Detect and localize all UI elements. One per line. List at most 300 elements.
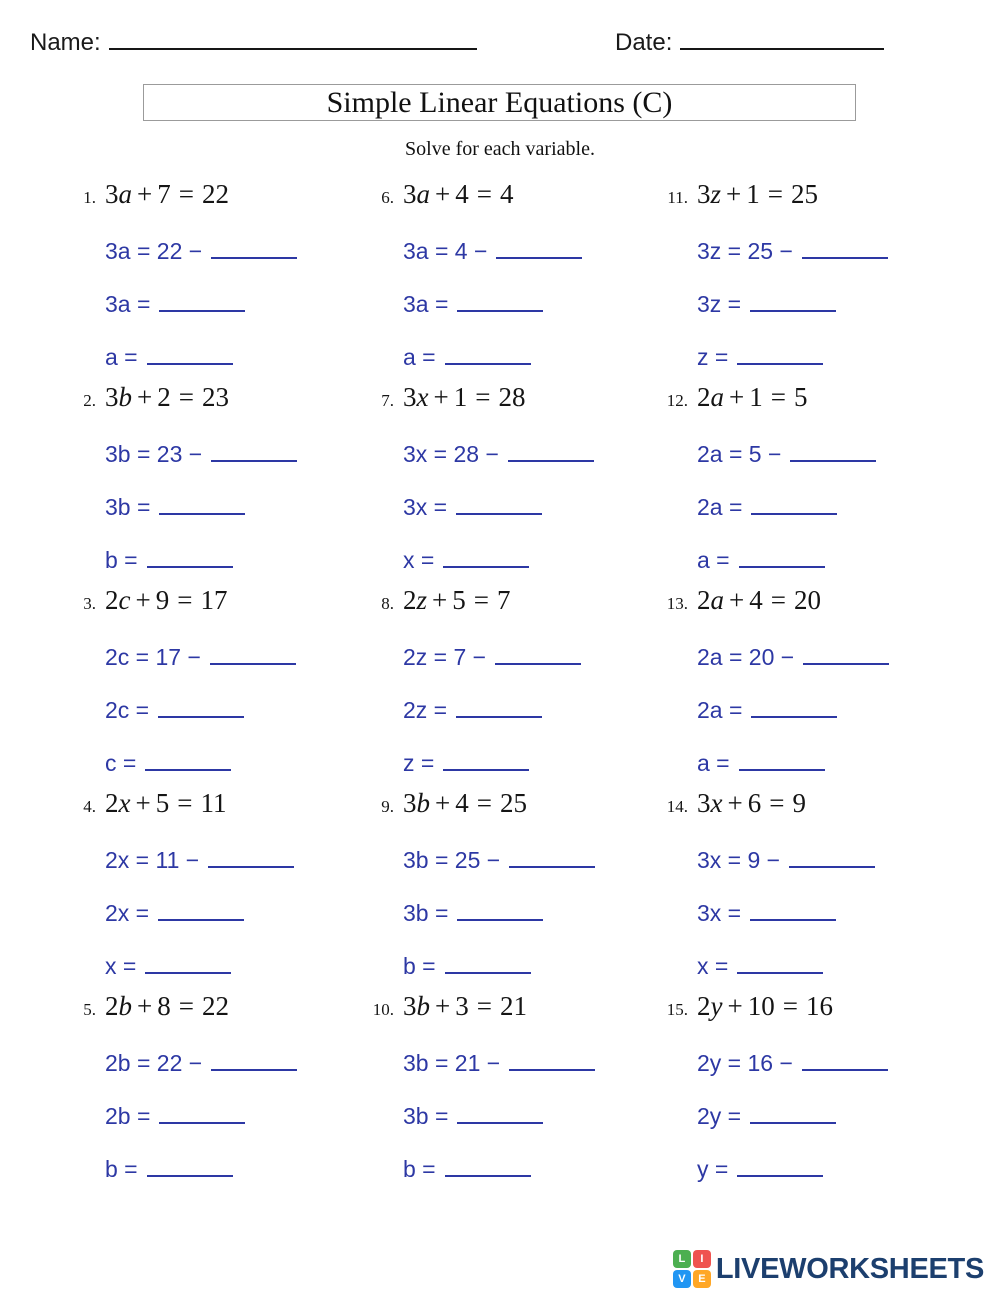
solution-step-2 [403,493,662,521]
equals-sign: = [178,991,194,1021]
equation-addend: 8 [157,991,171,1021]
equation-result: 28 [498,382,526,412]
problem-block [362,379,662,582]
solution-step-1 [697,846,956,874]
step-text: 2c = [105,697,150,723]
solution-step-1 [403,440,662,468]
answer-blank[interactable] [211,1049,297,1071]
equation-result: 16 [805,991,833,1021]
problem-number: 14. [666,797,688,816]
step-text: 3b = [403,900,449,926]
step-text: a = [697,750,730,776]
solution-step-2 [403,290,662,318]
solution-step-1 [403,643,662,671]
answer-blank[interactable] [445,1155,531,1177]
equation-variable: b [118,991,132,1021]
equation-line [656,785,956,821]
answer-blank[interactable] [457,1102,543,1124]
problem-block [656,176,956,379]
equation-coefficient: 2 [697,382,711,412]
answer-blank[interactable] [789,846,875,868]
solution-step-3 [403,343,662,371]
instruction-text: Solve for each variable. [405,138,595,160]
equation-line [64,582,364,618]
plus-sign: + [432,585,448,615]
logo-square-e: E [693,1270,711,1288]
step-text: 3a = [105,291,151,317]
equation [105,382,229,412]
equation [403,991,527,1021]
name-blank[interactable] [109,28,477,50]
solution-step-2 [105,1102,364,1130]
solution-step-1 [105,643,364,671]
equation-line [362,582,662,618]
equation-coefficient: 3 [697,179,711,209]
equation-result: 17 [200,585,228,615]
equation-addend: 5 [155,788,170,818]
problem-number: 7. [381,391,394,410]
equation-coefficient: 3 [403,382,417,412]
equation-line [656,176,956,212]
problem-number: 6. [381,188,394,207]
solution-step-3 [105,343,364,371]
liveworksheets-wordmark: LIVEWORKSHEETS [715,1252,984,1285]
equation-coefficient: 2 [105,991,119,1021]
answer-blank[interactable] [210,643,296,665]
equation-result: 5 [793,382,808,412]
solution-step-1 [697,643,956,671]
date-label: Date: [615,29,673,56]
equals-sign: = [473,585,489,615]
equation-variable: x [710,788,723,818]
equation-variable: a [118,179,132,209]
equation [403,585,510,615]
answer-blank[interactable] [751,696,837,718]
equation-addend: 2 [157,382,171,412]
step-text: 3x = 28 − [403,441,499,467]
step-text: 3a = 22 − [105,238,203,264]
equation-line [64,988,364,1024]
step-text: 2y = [697,1103,742,1129]
solution-step-3 [403,546,662,574]
equals-sign: = [177,585,193,615]
step-text: x = [697,953,729,979]
worksheet-title-box [143,84,856,121]
equation-line [64,785,364,821]
problem-block [64,379,364,582]
equation-result: 4 [499,179,514,209]
solution-step-3 [697,1155,956,1183]
answer-blank[interactable] [737,343,823,365]
solution-step-2 [697,290,956,318]
solution-step-1 [403,846,662,874]
problem-number: 8. [381,594,394,613]
plus-sign: + [727,788,743,818]
answer-blank[interactable] [739,749,825,771]
answer-blank[interactable] [159,493,245,515]
step-text: 3b = 23 − [105,441,203,467]
plus-sign: + [729,382,745,412]
solution-step-2 [403,1102,662,1130]
plus-sign: + [137,179,153,209]
equation-addend: 3 [455,991,469,1021]
equation [697,382,807,412]
equation [403,382,525,412]
equation-addend: 1 [746,179,760,209]
solution-step-2 [697,493,956,521]
equation-line [656,379,956,415]
solution-step-2 [403,696,662,724]
problem-block [64,785,364,988]
answer-blank[interactable] [211,237,297,259]
equation-coefficient: 3 [403,179,417,209]
answer-blank[interactable] [211,440,297,462]
equation-line [362,785,662,821]
equation-coefficient: 3 [105,179,119,209]
equation-line [362,379,662,415]
problem-block [656,379,956,582]
equation-line [362,176,662,212]
problem-number: 10. [372,1000,394,1019]
answer-blank[interactable] [737,1155,823,1177]
equation [697,585,821,615]
equation-variable: z [710,179,722,209]
step-text: 3b = [403,1103,449,1129]
equation-result: 20 [793,585,821,615]
problem-block [362,988,662,1191]
answer-blank[interactable] [509,1049,595,1071]
plus-sign: + [727,991,743,1021]
step-text: 3a = [403,291,449,317]
step-text: 2x = [105,900,150,926]
equation-addend: 4 [749,585,763,615]
solution-step-3 [697,952,956,980]
answer-blank[interactable] [802,1049,888,1071]
solution-step-2 [105,290,364,318]
answer-blank[interactable] [496,237,582,259]
solution-step-3 [105,749,364,777]
equation-variable: a [710,382,724,412]
step-text: 2y = 16 − [697,1050,793,1076]
equation-coefficient: 2 [697,585,711,615]
equation-coefficient: 2 [105,788,119,818]
solution-step-1 [697,237,956,265]
equation-result: 25 [499,788,527,818]
equation-result: 7 [496,585,511,615]
problem-number: 12. [666,391,688,410]
problems-column-2 [362,176,662,1191]
solution-step-1 [697,1049,956,1077]
equation-result: 25 [790,179,818,209]
problem-number: 5. [83,1000,96,1019]
equation-addend: 5 [452,585,466,615]
problem-block [64,582,364,785]
problem-number: 9. [381,797,394,816]
equation [105,788,226,818]
solution-step-2 [105,899,364,927]
date-blank[interactable] [680,28,884,50]
equation-addend: 1 [453,382,468,412]
logo-square-i: I [693,1250,711,1268]
answer-blank[interactable] [495,643,581,665]
equation-result: 21 [499,991,527,1021]
step-text: z = [697,344,729,370]
step-text: b = [403,1156,436,1182]
step-text: x = [403,547,435,573]
equation [697,179,818,209]
equation-addend: 1 [749,382,763,412]
plus-sign: + [137,382,153,412]
problem-block [362,582,662,785]
problems-column-1 [64,176,364,1191]
answer-blank[interactable] [147,1155,233,1177]
answer-blank[interactable] [737,952,823,974]
worksheet-title: Simple Linear Equations (C) [326,85,673,119]
step-text: 3x = 9 − [697,847,781,873]
solution-step-3 [697,343,956,371]
solution-step-1 [105,440,364,468]
equation-line [64,379,364,415]
step-text: 3z = [697,291,742,317]
equation [403,179,513,209]
step-text: a = [403,344,436,370]
answer-blank[interactable] [445,952,531,974]
answer-blank[interactable] [145,749,231,771]
answer-blank[interactable] [739,546,825,568]
step-text: x = [105,953,137,979]
step-text: b = [105,1156,138,1182]
step-text: c = [105,750,137,776]
equation-variable: a [710,585,724,615]
answer-blank[interactable] [456,493,542,515]
step-text: z = [403,750,435,776]
answer-blank[interactable] [803,643,889,665]
solution-step-1 [105,1049,364,1077]
solution-step-3 [403,1155,662,1183]
equation-addend: 10 [747,991,775,1021]
equation-result: 11 [200,788,227,818]
problem-block [362,176,662,379]
step-text: 2c = 17 − [105,644,201,670]
solution-step-3 [697,749,956,777]
equation [105,991,229,1021]
plus-sign: + [729,585,745,615]
liveworksheets-logo [673,1250,984,1288]
answer-blank[interactable] [158,696,244,718]
answer-blank[interactable] [145,952,231,974]
answer-blank[interactable] [509,846,595,868]
equation-addend: 4 [455,788,469,818]
equation-addend: 4 [455,179,469,209]
problem-number: 15. [666,1000,688,1019]
plus-sign: + [135,585,151,615]
liveworksheets-grid-icon [673,1250,711,1288]
step-text: 3x = [697,900,742,926]
problem-number: 13. [666,594,688,613]
equation-line [656,988,956,1024]
step-text: 3b = 21 − [403,1050,501,1076]
answer-blank[interactable] [802,237,888,259]
step-text: 2a = 20 − [697,644,795,670]
equation-variable: z [416,585,428,615]
plus-sign: + [435,179,451,209]
step-text: a = [105,344,138,370]
equation-variable: b [118,382,132,412]
equation-line [362,988,662,1024]
solution-step-3 [105,952,364,980]
problem-block [656,582,956,785]
equals-sign: = [767,179,783,209]
solution-step-1 [105,846,364,874]
plus-sign: + [135,788,151,818]
answer-blank[interactable] [790,440,876,462]
equation-coefficient: 2 [403,585,417,615]
plus-sign: + [435,991,451,1021]
solution-step-2 [697,696,956,724]
equation-result: 9 [792,788,806,818]
equation-coefficient: 3 [403,991,417,1021]
equation-variable: y [710,991,723,1021]
problem-block [656,785,956,988]
equation-addend: 6 [747,788,762,818]
problems-column-3 [656,176,956,1191]
answer-blank[interactable] [508,440,594,462]
answer-blank[interactable] [147,343,233,365]
solution-step-1 [403,1049,662,1077]
equation-line [64,176,364,212]
equals-sign: = [476,991,492,1021]
equation-variable: x [416,382,429,412]
answer-blank[interactable] [457,899,543,921]
equation [403,788,527,818]
answer-blank[interactable] [456,696,542,718]
plus-sign: + [726,179,742,209]
equation-variable: c [118,585,131,615]
date-field [615,28,884,57]
solution-step-2 [105,696,364,724]
solution-step-1 [697,440,956,468]
answer-blank[interactable] [158,899,244,921]
answer-blank[interactable] [208,846,294,868]
step-text: 2z = 7 − [403,644,487,670]
equation-result: 22 [201,991,229,1021]
answer-blank[interactable] [159,290,245,312]
problem-block [656,988,956,1191]
solution-step-2 [697,1102,956,1130]
step-text: 2x = 11 − [105,847,200,873]
answer-blank[interactable] [750,1102,836,1124]
equation-variable: b [416,788,430,818]
plus-sign: + [137,991,153,1021]
step-text: 2z = [403,697,448,723]
equals-sign: = [770,585,786,615]
solution-step-3 [105,1155,364,1183]
solution-step-1 [403,237,662,265]
equation [697,788,806,818]
answer-blank[interactable] [750,899,836,921]
solution-step-2 [697,899,956,927]
problem-block [362,785,662,988]
equation-result: 23 [201,382,229,412]
answer-blank[interactable] [147,546,233,568]
step-text: 3x = [403,494,448,520]
solution-step-2 [105,493,364,521]
name-field [30,28,477,57]
equals-sign: = [475,382,491,412]
equation-variable: b [416,991,430,1021]
step-text: 2b = 22 − [105,1050,203,1076]
equation-coefficient: 2 [105,585,119,615]
equation-addend: 9 [155,585,170,615]
equation-coefficient: 2 [697,991,711,1021]
problem-number: 2. [83,391,96,410]
problem-block [64,988,364,1191]
name-label: Name: [30,29,101,56]
answer-blank[interactable] [159,1102,245,1124]
answer-blank[interactable] [457,290,543,312]
solution-step-2 [403,899,662,927]
step-text: 2a = [697,697,743,723]
equals-sign: = [769,788,785,818]
answer-blank[interactable] [443,749,529,771]
answer-blank[interactable] [445,343,531,365]
step-text: b = [105,547,138,573]
equation-addend: 7 [157,179,171,209]
problem-number: 11. [667,188,688,207]
solution-step-3 [105,546,364,574]
step-text: a = [697,547,730,573]
problem-number: 3. [83,594,96,613]
step-text: 3b = [105,494,151,520]
problem-number: 4. [83,797,96,816]
step-text: b = [403,953,436,979]
equals-sign: = [476,788,492,818]
equation-line [656,582,956,618]
equation-variable: x [118,788,131,818]
equals-sign: = [782,991,798,1021]
equation [105,585,227,615]
problem-block [64,176,364,379]
step-text: 2a = [697,494,743,520]
answer-blank[interactable] [443,546,529,568]
step-text: 3b = 25 − [403,847,501,873]
equation-coefficient: 3 [403,788,417,818]
logo-square-l: L [673,1250,691,1268]
problem-number: 1. [83,188,96,207]
plus-sign: + [433,382,449,412]
equals-sign: = [476,179,492,209]
equation-coefficient: 3 [697,788,711,818]
plus-sign: + [435,788,451,818]
answer-blank[interactable] [751,493,837,515]
equation [105,179,229,209]
equals-sign: = [177,788,193,818]
equation-variable: a [416,179,430,209]
solution-step-1 [105,237,364,265]
equals-sign: = [770,382,786,412]
equals-sign: = [178,179,194,209]
step-text: y = [697,1156,729,1182]
step-text: 3a = 4 − [403,238,488,264]
equation-coefficient: 3 [105,382,119,412]
answer-blank[interactable] [750,290,836,312]
solution-step-3 [403,749,662,777]
equals-sign: = [178,382,194,412]
logo-square-v: V [673,1270,691,1288]
step-text: 3z = 25 − [697,238,793,264]
solution-step-3 [697,546,956,574]
equation [697,991,833,1021]
